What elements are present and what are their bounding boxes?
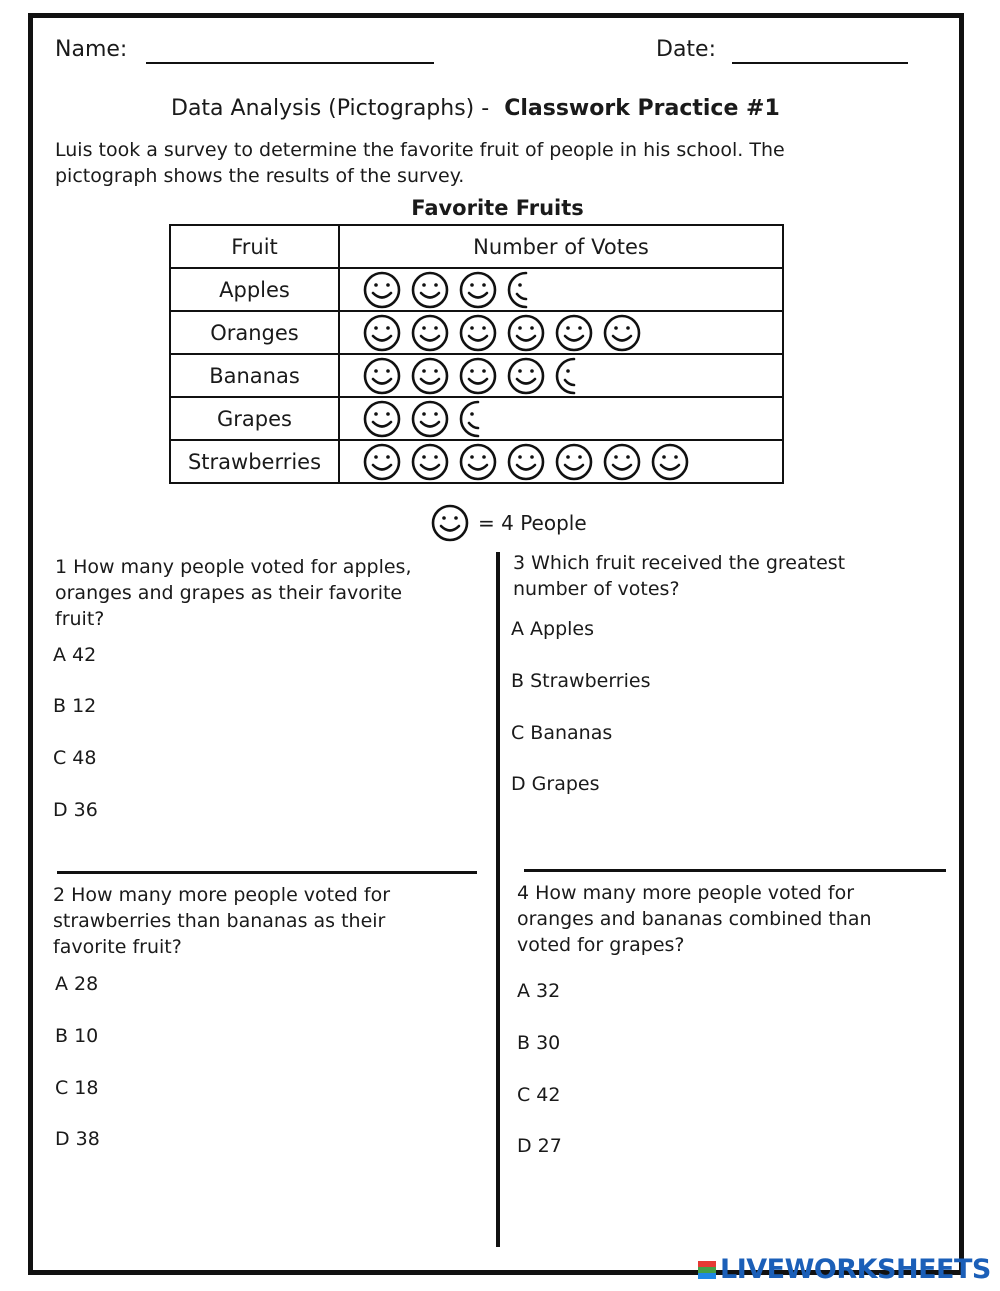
title-practice: Classwork Practice #1: [504, 96, 780, 121]
smiley-icon: [362, 313, 402, 353]
chart-title: Favorite Fruits: [411, 196, 584, 220]
question-2-option-a[interactable]: A 28: [55, 973, 99, 995]
faces-cell: [339, 397, 783, 440]
table-header-row: [170, 225, 783, 268]
question-4-option-c[interactable]: C 42: [517, 1084, 561, 1106]
date-line[interactable]: [732, 62, 908, 64]
question-3-option-a[interactable]: A Apples: [511, 618, 595, 640]
smiley-icon: [554, 442, 594, 482]
left-horizontal-divider: [57, 871, 477, 874]
smiley-icon: [410, 442, 450, 482]
faces-cell: [339, 354, 783, 397]
question-4-option-b[interactable]: B 30: [517, 1032, 561, 1054]
question-1-option-c[interactable]: C 48: [53, 747, 97, 769]
column-header-votes: Number of Votes: [339, 225, 783, 268]
smiley-icon: [362, 442, 402, 482]
question-2-option-d[interactable]: D 38: [55, 1128, 100, 1150]
question-1-option-a[interactable]: A 42: [53, 644, 97, 666]
question-4-text: 4 How many more people voted for oranges and bananas combined than voted for grapes?: [517, 882, 872, 956]
half-smiley-icon: [458, 399, 498, 439]
smiley-icon: [362, 399, 402, 439]
smiley-icon: [410, 270, 450, 310]
column-header-fruit: Fruit: [170, 225, 339, 268]
name-line[interactable]: [146, 62, 434, 64]
smiley-icon: [458, 270, 498, 310]
question-1-option-d[interactable]: D 36: [53, 799, 98, 821]
pictograph-table: [169, 224, 784, 484]
smiley-icon: [362, 356, 402, 396]
name-label: Name:: [55, 37, 128, 62]
table-row: [170, 354, 783, 397]
smiley-icon: [458, 356, 498, 396]
question-3-option-d[interactable]: D Grapes: [511, 773, 600, 795]
fruit-label: Strawberries: [170, 440, 339, 483]
half-smiley-icon: [506, 270, 546, 310]
fruit-label: Apples: [170, 268, 339, 311]
vertical-divider: [496, 552, 500, 1247]
title-subject: Data Analysis (Pictographs) -: [171, 96, 490, 121]
faces-cell: [339, 440, 783, 483]
table-row: [170, 268, 783, 311]
smiley-icon: [410, 399, 450, 439]
page-title: [171, 96, 780, 121]
logo-mark-icon: [698, 1261, 716, 1279]
question-4-option-a[interactable]: A 32: [517, 980, 561, 1002]
smiley-icon: [506, 442, 546, 482]
faces-cell: [339, 311, 783, 354]
intro-line-2: pictograph shows the results of the survey.: [55, 165, 465, 187]
half-smiley-icon: [554, 356, 594, 396]
question-3-option-b[interactable]: B Strawberries: [511, 670, 651, 692]
question-2-text: 2 How many more people voted for strawberries than bananas as their favorite fruit?: [53, 884, 391, 958]
intro-line-1: Luis took a survey to determine the favorite fruit of people in his school. The: [55, 139, 785, 161]
smiley-icon: [602, 313, 642, 353]
question-3-option-c[interactable]: C Bananas: [511, 722, 613, 744]
fruit-label: Oranges: [170, 311, 339, 354]
smiley-icon: [554, 313, 594, 353]
table-row: [170, 397, 783, 440]
chart-key: [430, 503, 587, 543]
table-row: [170, 440, 783, 483]
faces-cell: [339, 268, 783, 311]
key-smiley-icon: [430, 503, 470, 543]
question-2-option-b[interactable]: B 10: [55, 1025, 99, 1047]
smiley-icon: [410, 313, 450, 353]
smiley-icon: [506, 313, 546, 353]
question-3-text: 3 Which fruit received the greatest number of votes?: [513, 552, 846, 600]
smiley-icon: [458, 313, 498, 353]
question-1-text: 1 How many people voted for apples, oranges and grapes as their favorite fruit?: [55, 556, 412, 630]
smiley-icon: [602, 442, 642, 482]
liveworksheets-logo[interactable]: [698, 1254, 991, 1285]
fruit-label: Bananas: [170, 354, 339, 397]
question-1-option-b[interactable]: B 12: [53, 695, 97, 717]
smiley-icon: [430, 503, 470, 543]
right-horizontal-divider: [524, 869, 946, 872]
smiley-icon: [506, 356, 546, 396]
date-label: Date:: [656, 37, 716, 62]
table-row: [170, 311, 783, 354]
logo-text: LIVEWORKSHEETS: [720, 1254, 991, 1285]
smiley-icon: [458, 442, 498, 482]
smiley-icon: [650, 442, 690, 482]
question-4-option-d[interactable]: D 27: [517, 1135, 562, 1157]
smiley-icon: [362, 270, 402, 310]
key-text: = 4 People: [478, 511, 587, 535]
question-2-option-c[interactable]: C 18: [55, 1077, 99, 1099]
fruit-label: Grapes: [170, 397, 339, 440]
smiley-icon: [410, 356, 450, 396]
